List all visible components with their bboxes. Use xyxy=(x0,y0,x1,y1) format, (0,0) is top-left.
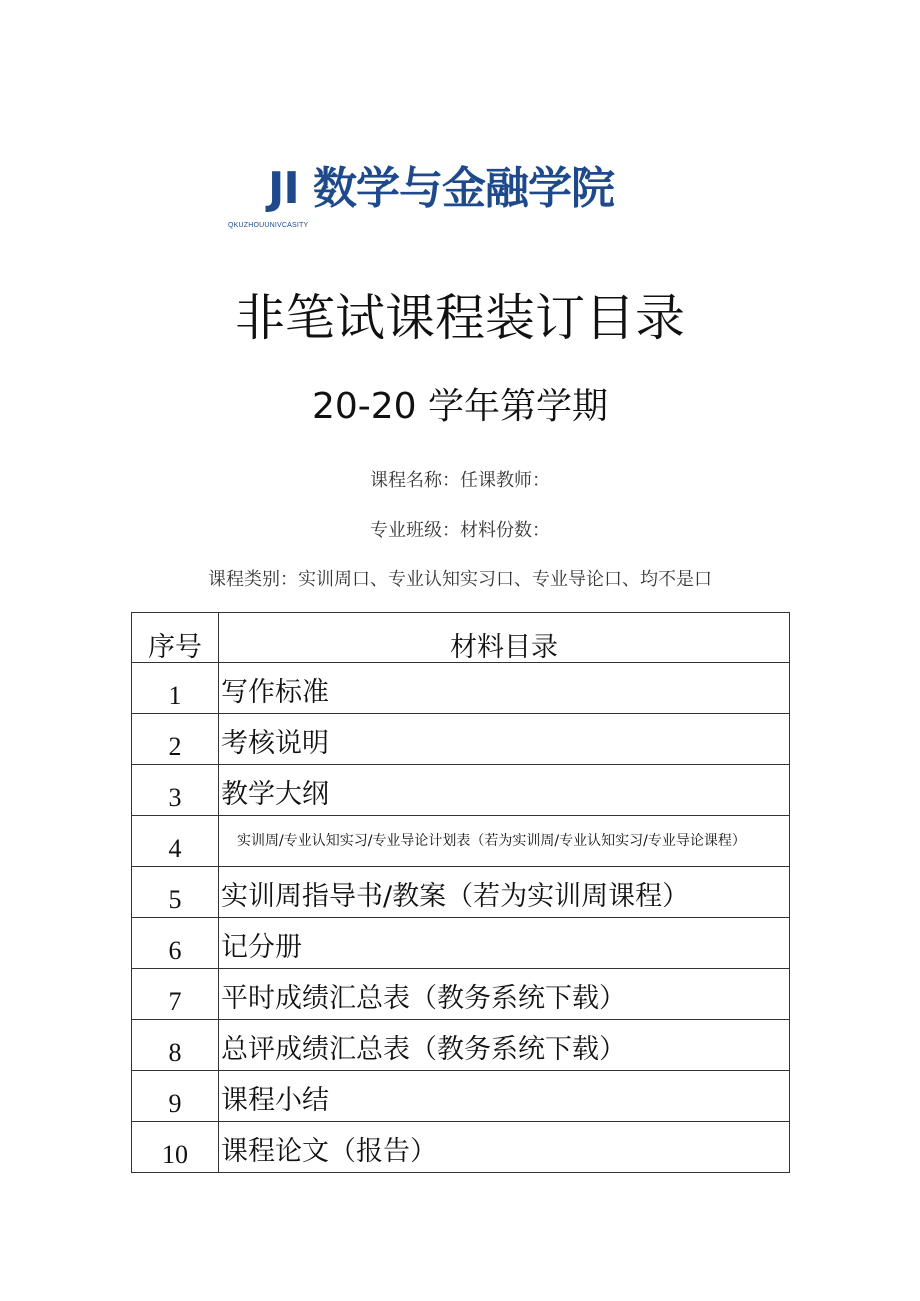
row-number: 3 xyxy=(132,765,219,816)
row-item: 总评成绩汇总表（教务系统下载） xyxy=(219,1020,790,1071)
row-number: 6 xyxy=(132,918,219,969)
class-material-count-line: 专业班级：材料份数： xyxy=(370,520,550,541)
table-row xyxy=(132,969,790,1020)
table-header-row xyxy=(132,613,790,663)
table-row xyxy=(132,663,790,714)
term-line: 20-20 学年第学期 xyxy=(311,386,609,427)
table-row xyxy=(132,714,790,765)
page-title: 非笔试课程装订目录 xyxy=(235,289,685,347)
college-logo-text: JI 数学与金融学院 xyxy=(268,163,615,214)
row-number: 2 xyxy=(132,714,219,765)
row-number: 7 xyxy=(132,969,219,1020)
row-item: 实训周指导书/教案（若为实训周课程） xyxy=(219,867,790,918)
header-materials: 材料目录 xyxy=(219,613,790,663)
college-logo-subtext: QKUZHOUUNIVCASITY xyxy=(228,222,309,229)
row-number: 4 xyxy=(132,816,219,867)
row-item: 教学大纲 xyxy=(219,765,790,816)
row-number: 5 xyxy=(132,867,219,918)
table-row xyxy=(132,1122,790,1173)
course-name-teacher-line: 课程名称：任课教师： xyxy=(370,470,550,491)
row-number: 10 xyxy=(132,1122,219,1173)
table-row xyxy=(132,765,790,816)
row-item: 课程论文（报告） xyxy=(219,1122,790,1173)
table-row xyxy=(132,918,790,969)
table-row xyxy=(132,1071,790,1122)
header-number: 序号 xyxy=(132,613,219,663)
table-row xyxy=(132,816,790,867)
row-number: 1 xyxy=(132,663,219,714)
table-row xyxy=(132,867,790,918)
row-item: 写作标准 xyxy=(219,663,790,714)
row-item: 平时成绩汇总表（教务系统下载） xyxy=(219,969,790,1020)
materials-table xyxy=(131,612,790,1173)
table-row xyxy=(132,1020,790,1071)
row-item: 记分册 xyxy=(219,918,790,969)
row-number: 8 xyxy=(132,1020,219,1071)
row-item: 课程小结 xyxy=(219,1071,790,1122)
course-category-line: 课程类别：实训周口、专业认知实习口、专业导论口、均不是口 xyxy=(208,569,712,590)
row-number: 9 xyxy=(132,1071,219,1122)
row-item: 考核说明 xyxy=(219,714,790,765)
row-item: 实训周/专业认知实习/专业导论计划表（若为实训周/专业认知实习/专业导论课程） xyxy=(219,816,790,867)
